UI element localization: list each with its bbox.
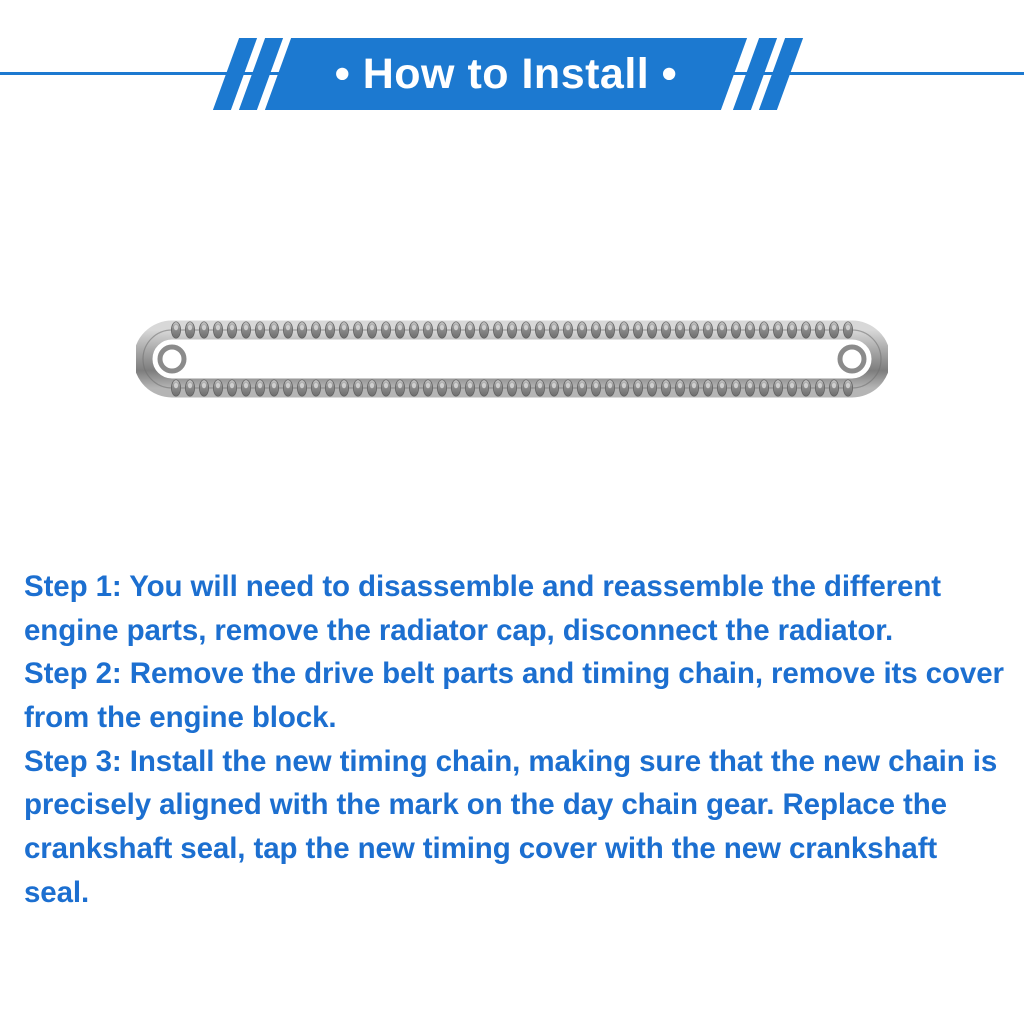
timing-chain-illustration [136,320,888,398]
installation-steps [24,565,1010,914]
product-image-area [0,150,1024,550]
page-title: • How to Install • [334,49,678,98]
header-banner [0,0,1024,150]
step-3-text: Step 3: Install the new timing chain, making sure that the new chain is precisely aligned with the mark on the day chain gear. Replace the crankshaft seal, tap the new timing cover with the new crankshaft seal. [24,744,998,909]
step-2-text: Step 2: Remove the drive belt parts and timing chain, remove its cover from the engine block. [24,657,1004,734]
title-banner [222,38,802,110]
timing-chain-image [136,320,888,398]
step-1-text: Step 1: You will need to disassemble and reassemble the different engine parts, remove the radiator cap, disconnect the radiator. [24,570,942,647]
